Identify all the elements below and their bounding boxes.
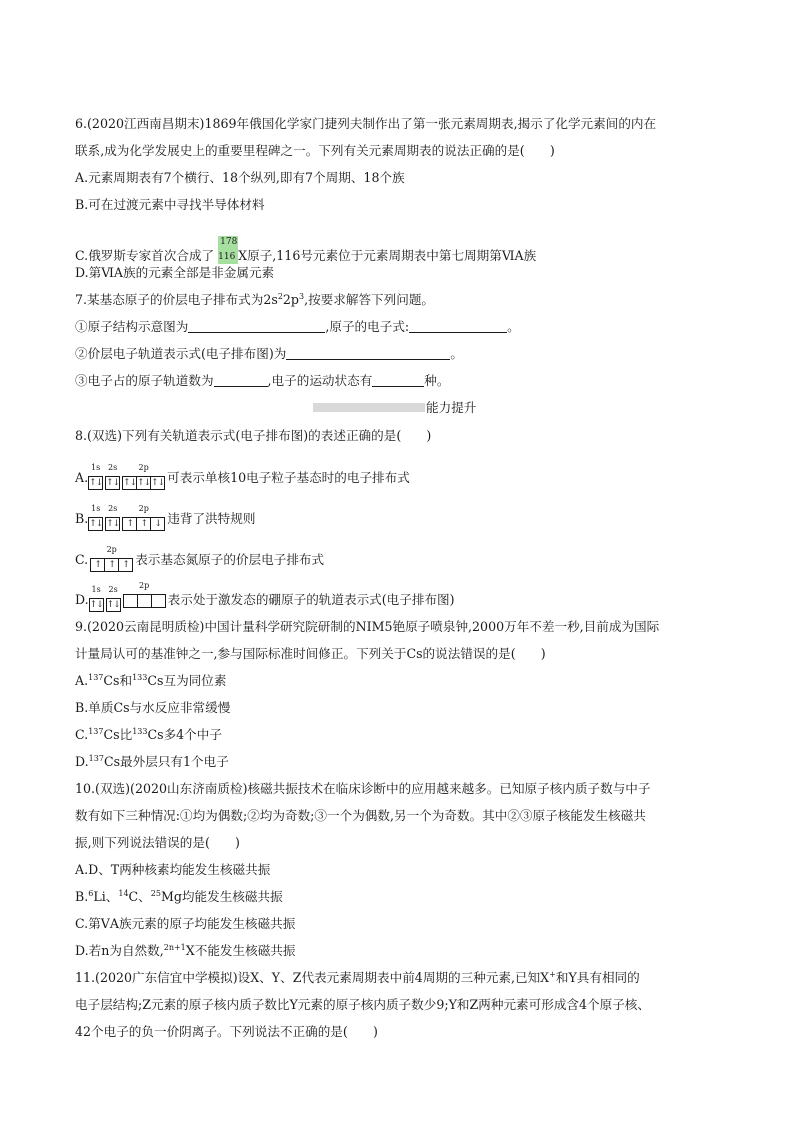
q6-stem-line2: 联系,成为化学发展史上的重要里程碑之一。下列有关元素周期表的说法正确的是( ) [75, 143, 555, 158]
q7-part-1-b: ,原子的电子式: [325, 319, 410, 334]
q6-option-a: A.元素周期表有7个横行、18个纵列,即有7个周期、18个族 [75, 170, 405, 185]
q6-option-d: D.第ⅥA族的元素全部是非金属元素 [75, 265, 275, 280]
orbital-box: ↑↓ [89, 519, 103, 529]
option-text: 表示处于激发态的硼原子的轨道表示式(电子排布图) [167, 592, 455, 607]
orbital-2p [122, 504, 165, 531]
q6-option-b: B.可在过渡元素中寻找半导体材料 [75, 197, 265, 212]
q6-option-c-text: C.俄罗斯专家首次合成了 [75, 248, 215, 263]
superscript: 2n+1 [163, 943, 186, 952]
atomic-number: 116 [218, 252, 236, 262]
q6-option-c-text-end: X原子,116号元素位于元素周期表中第七周期第ⅥA族 [238, 248, 537, 263]
option-label: B. [75, 889, 89, 904]
orbital-box [138, 595, 152, 607]
orbital-box: ↑ [123, 518, 137, 530]
superscript: 137 [88, 673, 104, 682]
orbital-label: 2s [108, 504, 118, 513]
option-text: Cs和 [103, 673, 133, 688]
q7-part-3 [75, 373, 449, 389]
option-text: 表示基态氮原子的价层电子排布式 [135, 552, 325, 567]
q9-stem-line2: 计量局认可的基准钟之一,参与国际标准时间修正。下列关于Cs的说法错误的是( ) [75, 646, 546, 661]
superscript: 6 [88, 889, 94, 898]
section-bar [313, 403, 425, 412]
q8-option-c [75, 545, 325, 572]
q11-stem-a: 11.(2020广东信宜中学模拟)设X、Y、Z代表元素周期表中前4周期的三种元素,已知X [75, 970, 550, 985]
orbital-2p [90, 545, 133, 572]
option-label: B. [75, 511, 89, 526]
orbital-box [124, 595, 138, 607]
q7-part-2-a: ②价层电子轨道表示式(电子排布图)为 [75, 346, 287, 361]
answer-blank[interactable] [409, 320, 507, 333]
q8-stem: 8.(双选)下列有关轨道表示式(电子排布图)的表述正确的是( ) [75, 428, 432, 443]
option-text: Cs比 [103, 727, 133, 742]
orbital-box [152, 595, 165, 607]
orbital-1s [88, 504, 103, 531]
orbital-box: ↑↓ [89, 478, 103, 488]
q8-option-a [75, 463, 410, 490]
q10-option-c: C.第ⅤA族元素的原子均能发生核磁共振 [75, 916, 296, 931]
orbital-label: 2s [108, 463, 118, 472]
orbital-box: ↓ [154, 519, 162, 529]
q9-option-d [75, 754, 229, 770]
mass-number: 178 [220, 237, 238, 247]
q10-option-d [75, 943, 296, 959]
orbital-box: ↑↓ [151, 478, 165, 488]
q10-option-b [75, 889, 283, 905]
option-label: C. [75, 727, 89, 742]
orbital-label: 2s [108, 585, 118, 594]
option-label: D. [75, 754, 89, 769]
q7-part-3-a: ③电子占的原子轨道数为 [75, 373, 214, 388]
q9-option-c [75, 727, 222, 743]
q9-option-b: B.单质Cs与水反应非常缓慢 [75, 700, 231, 715]
orbital-box: ↑↓ [106, 478, 120, 488]
q7-part-2-b: 。 [450, 346, 463, 361]
orbital-1s [89, 585, 104, 612]
answer-blank[interactable] [372, 374, 424, 387]
option-label: A. [75, 673, 89, 688]
orbital-box: ↑↓ [89, 600, 103, 610]
q11-stem-b: 和Y具有相同的 [555, 970, 640, 985]
q11-stem-line3: 42个电子的负一价阴离子。下列说法不正确的是( ) [75, 1024, 378, 1039]
superscript: 137 [88, 727, 104, 736]
superscript: 137 [88, 754, 104, 763]
q10-option-a: A.D、T两种核素均能发生核磁共振 [75, 862, 271, 877]
orbital-label: 2p [139, 581, 150, 590]
superscript: 133 [132, 727, 148, 736]
q9-stem-line1: 9.(2020云南昆明质检)中国计量科学研究院研制的NIM5铯原子喷泉钟,2000万年不差一秒,目前成为国际 [75, 619, 660, 634]
q7-part-3-c: 种。 [424, 373, 450, 388]
option-text: Cs最外层只有1个电子 [103, 754, 229, 769]
orbital-box: ↑↓ [106, 519, 120, 529]
orbital-2p [123, 581, 166, 608]
option-text: D.若n为自然数, [75, 943, 164, 958]
superscript: 2 [277, 292, 283, 301]
q10-stem-line1: 10.(双选)(2020山东济南质检)核磁共振技术在临床诊断中的应用越来越多。已知原子核内质子数与中子 [75, 781, 651, 796]
orbital-box: ↑ [137, 518, 151, 530]
orbital-label: 1s [91, 585, 101, 594]
option-label: A. [75, 470, 89, 485]
option-label: D. [75, 592, 89, 607]
orbital-box: ↑ [91, 559, 105, 571]
q9-option-a [75, 673, 226, 689]
q7-part-1-a: ①原子结构示意图为 [75, 319, 189, 334]
orbital-2s [106, 585, 121, 612]
superscript: 25 [150, 889, 161, 898]
q10-stem-line2: 数有如下三种情况:①均为偶数;②均为奇数;③一个为偶数,另一个为奇数。其中②③原子核能发生核磁共 [75, 808, 646, 823]
option-text: C、 [128, 889, 151, 904]
answer-blank[interactable] [188, 320, 325, 333]
superscript: 3 [298, 292, 305, 301]
orbital-box: ↑↓ [106, 600, 120, 610]
orbital-1s [88, 463, 103, 490]
q11-stem-line2: 电子层结构;Z元素的原子核内质子数比Y元素的原子核内质子数少9;Y和Z两种元素可形成含4个原子核、 [75, 997, 650, 1012]
q7-stem [75, 292, 434, 308]
section-heading: 能力提升 [426, 400, 477, 415]
orbital-box: ↑ [105, 559, 119, 571]
orbital-label: 2p [106, 545, 117, 554]
orbital-label: 2p [138, 463, 149, 472]
option-text: 可表示单核10电子粒子基态时的电子排布式 [167, 470, 410, 485]
answer-blank[interactable] [214, 374, 268, 387]
orbital-label: 1s [91, 463, 101, 472]
orbital-label: 2p [138, 504, 149, 513]
option-text: X不能发生核磁共振 [185, 943, 296, 958]
q6-stem-line1: 6.(2020江西南昌期末)1869年俄国化学家门捷列夫制作出了第一张元素周期表,揭示了化学元素间的内在 [75, 116, 657, 131]
q7-stem-b: 2p [282, 292, 299, 307]
q7-stem-c: ,按要求解答下列问题。 [304, 292, 435, 307]
option-text: Li、 [93, 889, 119, 904]
q7-part-1 [75, 319, 520, 335]
answer-blank[interactable] [286, 347, 450, 360]
superscript: 133 [132, 673, 148, 682]
orbital-box: ↑↓ [137, 478, 151, 488]
option-text: 违背了洪特规则 [167, 511, 256, 526]
superscript: 14 [118, 889, 129, 898]
orbital-2p [122, 463, 165, 490]
q11-stem-line1 [75, 970, 640, 986]
option-text: Mg均能发生核磁共振 [160, 889, 283, 904]
option-text: Cs互为同位素 [147, 673, 227, 688]
orbital-box: ↑↓ [123, 478, 137, 488]
q10-stem-line3: 振,则下列说法错误的是( ) [75, 835, 240, 850]
q7-part-3-b: ,电子的运动状态有 [267, 373, 373, 388]
q8-option-b [75, 504, 256, 531]
orbital-label: 1s [91, 504, 101, 513]
orbital-2s [105, 463, 120, 490]
superscript: + [549, 970, 556, 979]
q7-stem-a: 7.某基态原子的价层电子排布式为2s [75, 292, 278, 307]
option-label: C. [75, 552, 89, 567]
orbital-2s [105, 504, 120, 531]
orbital-box: ↑ [122, 560, 129, 570]
nuclide-symbol [215, 236, 237, 266]
option-text: Cs多4个中子 [147, 727, 222, 742]
q8-option-d [75, 581, 455, 612]
q7-part-2 [75, 346, 463, 362]
q6-option-c [75, 236, 536, 266]
q7-part-1-c: 。 [507, 319, 520, 334]
